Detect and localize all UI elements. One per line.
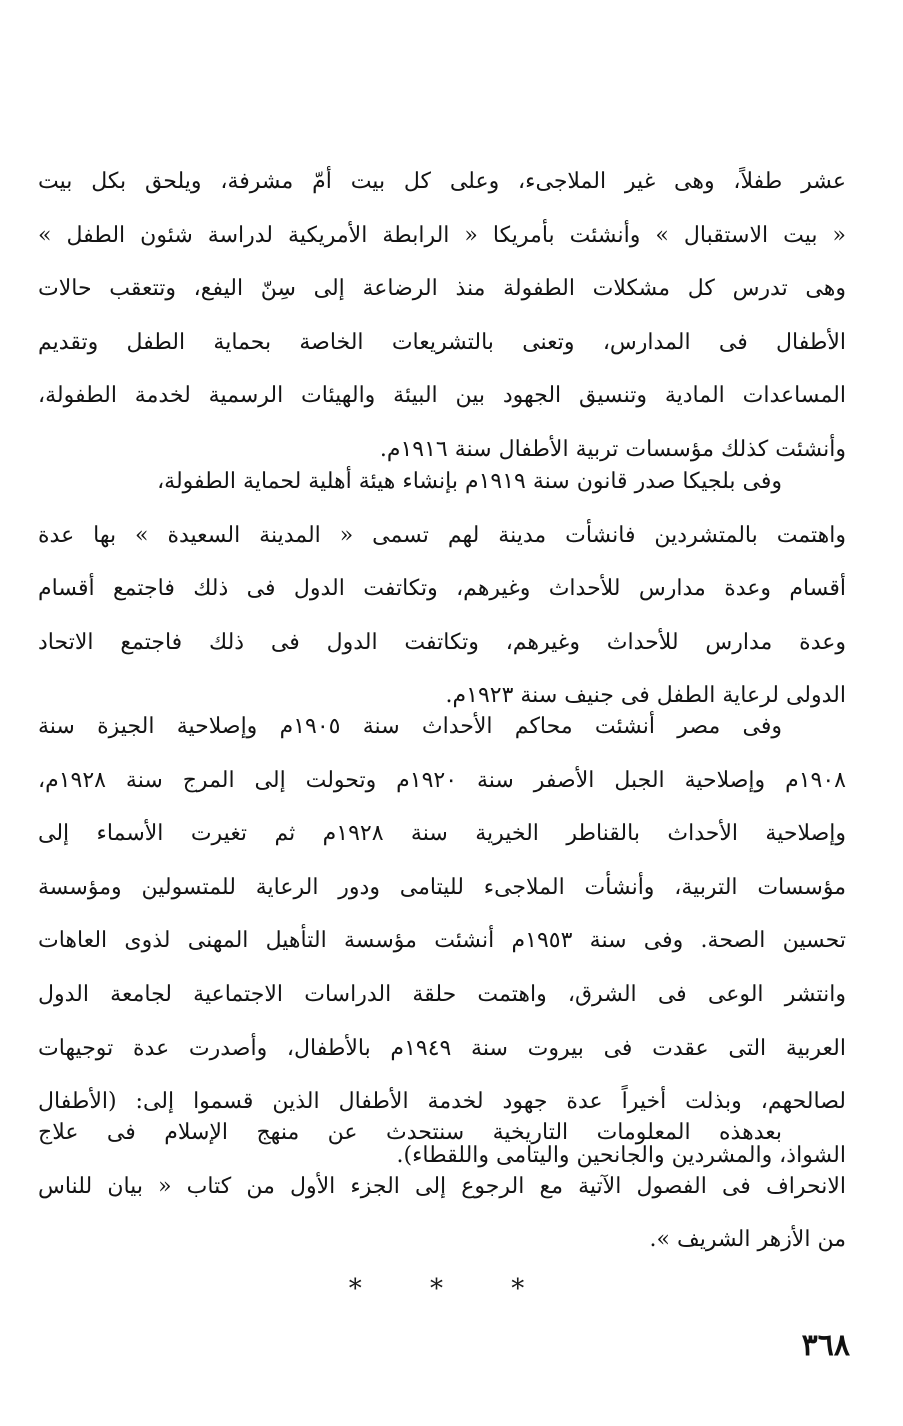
text-line: وإصلاحية الأحداث بالقناطر الخيرية سنة ١٩٢٨م ثم تغيرت الأسماء إلى: [38, 821, 846, 847]
paragraph-2: [38, 455, 846, 723]
paragraph-4: [38, 1106, 846, 1267]
text-line: وهى تدرس كل مشكلات الطفولة منذ الرضاعة إلى سِنّ اليفع، وتتعقب حالات: [38, 276, 846, 302]
text-line: مؤسسات التربية، وأنشأت الملاجىء لليتامى ودور الرعاية للمتسولين ومؤسسة: [38, 874, 846, 900]
text-line: أقسام وعدة مدارس للأحداث وغيرهم، وتكاتفت الدول فى ذلك فاجتمع أقسام: [38, 576, 846, 602]
text-line: الدولى لرعاية الطفل فى جنيف سنة ١٩٢٣م.: [445, 683, 846, 709]
text-line: وانتشر الوعى فى الشرق، واهتمت حلقة الدراسات الاجتماعية لجامعة الدول: [38, 981, 846, 1007]
text-line: واهتمت بالمتشردين فانشأت مدينة لهم تسمى « المدينة السعيدة » بها عدة: [38, 522, 846, 548]
text-line: الشواذ، والمشردين والجانحين واليتامى واللقطاء).: [396, 1142, 846, 1168]
text-line: المساعدات المادية وتنسيق الجهود بين البيئة والهيئات الرسمية لخدمة الطفولة،: [38, 383, 846, 409]
text-line: الانحراف فى الفصول الآتية مع الرجوع إلى الجزء الأول من كتاب « بيان للناس: [38, 1173, 846, 1199]
text-line: عشر طفلاً، وهى غير الملاجىء، وعلى كل بيت أمّ مشرفة، ويلحق بكل بيت: [38, 169, 846, 194]
text-line: ١٩٠٨م وإصلاحية الجبل الأصفر سنة ١٩٢٠م وتحولت إلى المرج سنة ١٩٢٨م،: [38, 767, 846, 793]
page-number: ٣٦٨: [801, 1328, 850, 1363]
paragraph-1: [38, 155, 846, 477]
text-line: بعدهذه المعلومات التاريخية سنتحدث عن منهج الإسلام فى علاج: [38, 1120, 782, 1145]
text-line: من الأزهر الشريف ».: [649, 1227, 846, 1253]
text-line: وأنشئت كذلك مؤسسات تربية الأطفال سنة ١٩١٦م.: [379, 436, 846, 462]
section-separator: * * *: [348, 1274, 555, 1304]
text-line: العربية التى عقدت فى بيروت سنة ١٩٤٩م بالأطفال، وأصدرت عدة توجيهات: [38, 1035, 846, 1061]
text-line: وفى بلجيكا صدر قانون سنة ١٩١٩م بإنشاء هيئة أهلية لحماية الطفولة،: [157, 469, 782, 494]
text-line: تحسين الصحة. وفى سنة ١٩٥٣م أنشئت مؤسسة التأهيل المهنى لذوى العاهات: [38, 928, 846, 954]
text-line: لصالحهم، وبذلت أخيراً عدة جهود لخدمة الأطفال الذين قسموا إلى: (الأطفال: [38, 1089, 846, 1115]
text-line: وفى مصر أنشئت محاكم الأحداث سنة ١٩٠٥م وإصلاحية الجيزة سنة: [38, 714, 783, 739]
text-line: وعدة مدارس للأحداث وغيرهم، وتكاتفت الدول فى ذلك فاجتمع الاتحاد: [38, 629, 846, 655]
text-line: الأطفال فى المدارس، وتعنى بالتشريعات الخاصة بحماية الطفل وتقديم: [38, 329, 846, 355]
text-line: « بيت الاستقبال » وأنشئت بأمريكا « الرابطة الأمريكية لدراسة شئون الطفل »: [38, 222, 846, 248]
